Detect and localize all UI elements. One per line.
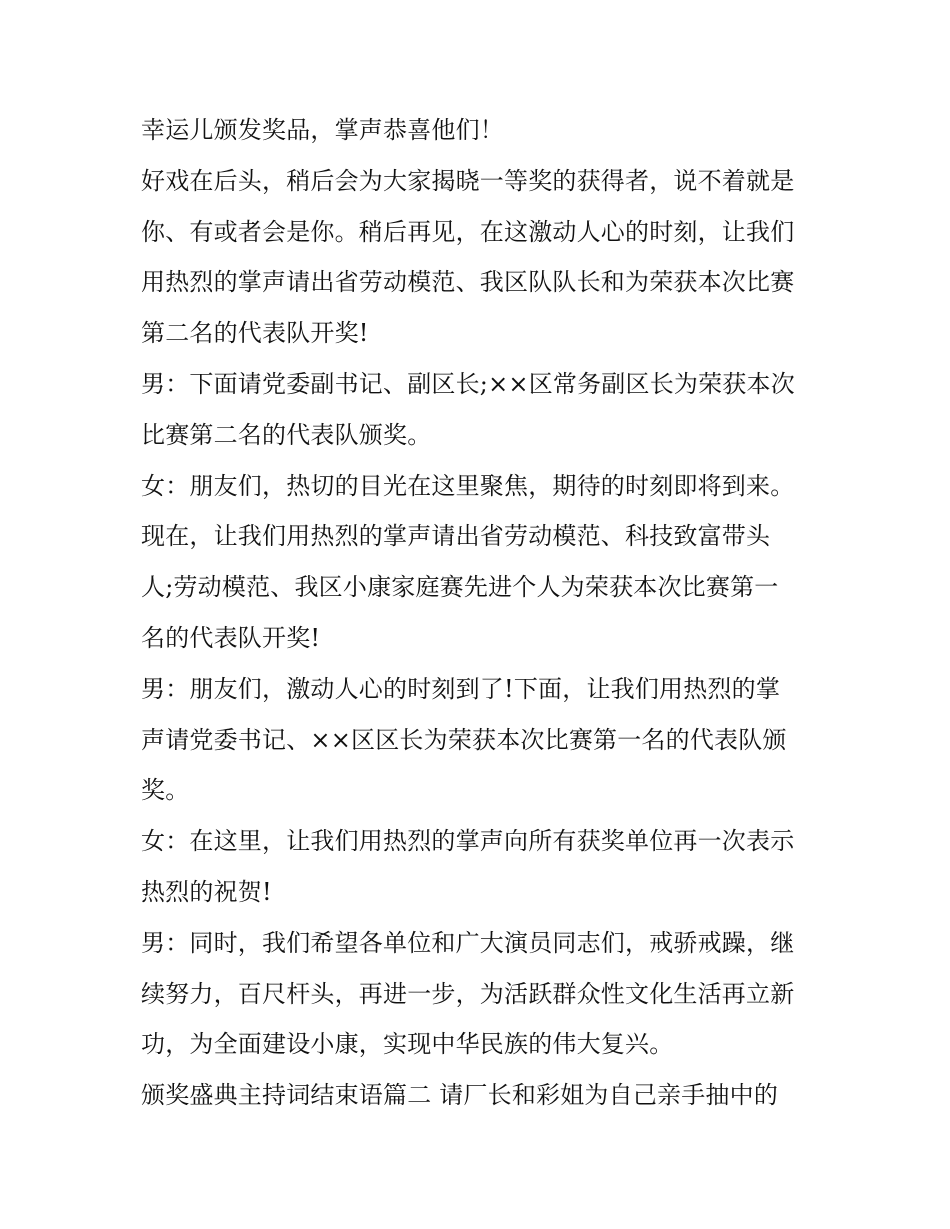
text-line: 女：朋友们，热切的目光在这里聚焦，期待的时刻即将到来。: [141, 471, 795, 500]
text-line: 名的代表队开奖!: [141, 623, 321, 652]
text-line: 幸运儿颁发奖品，掌声恭喜他们！: [141, 116, 504, 144]
document-body: [141, 105, 821, 1121]
text-line: 好戏在后头，稍后会为大家揭晓一等奖的获得者，说不着就是: [141, 166, 795, 195]
text-line: 第二名的代表队开奖!: [141, 319, 369, 348]
text-line: 用热烈的掌声请出省劳动模范、我区队队长和为荣获本次比赛: [141, 268, 795, 297]
text-line: 你、有或者会是你。稍后再见，在这激动人心的时刻，让我们: [141, 217, 795, 246]
text-line: 比赛第二名的代表队颁奖。: [141, 420, 432, 449]
text-line: 男：同时，我们希望各单位和广大演员同志们，戒骄戒躁，继: [141, 928, 795, 957]
text-line: 男：下面请党委副书记、副区长;××区常务副区长为荣获本次: [141, 369, 795, 398]
text-line: 颁奖盛典主持词结束语篇二 请厂长和彩姐为自己亲手抽中的: [141, 1081, 779, 1110]
text-line: 功，为全面建设小康，实现中华民族的伟大复兴。: [141, 1030, 674, 1059]
text-line: 现在，让我们用热烈的掌声请出省劳动模范、科技致富带头: [141, 522, 771, 551]
text-line: 声请党委书记、××区区长为荣获本次比赛第一名的代表队颁: [141, 725, 787, 754]
text-line: 人;劳动模范、我区小康家庭赛先进个人为荣获本次比赛第一: [141, 573, 779, 602]
text-line: 热烈的祝贺!: [141, 877, 272, 906]
text-line: 续努力，百尺杆头，再进一步，为活跃群众性文化生活再立新: [141, 979, 795, 1008]
text-line: 男：朋友们，激动人心的时刻到了!下面，让我们用热烈的掌: [141, 674, 781, 703]
text-line: 奖。: [141, 776, 190, 805]
text-line: 女：在这里，让我们用热烈的掌声向所有获奖单位再一次表示: [141, 827, 795, 856]
